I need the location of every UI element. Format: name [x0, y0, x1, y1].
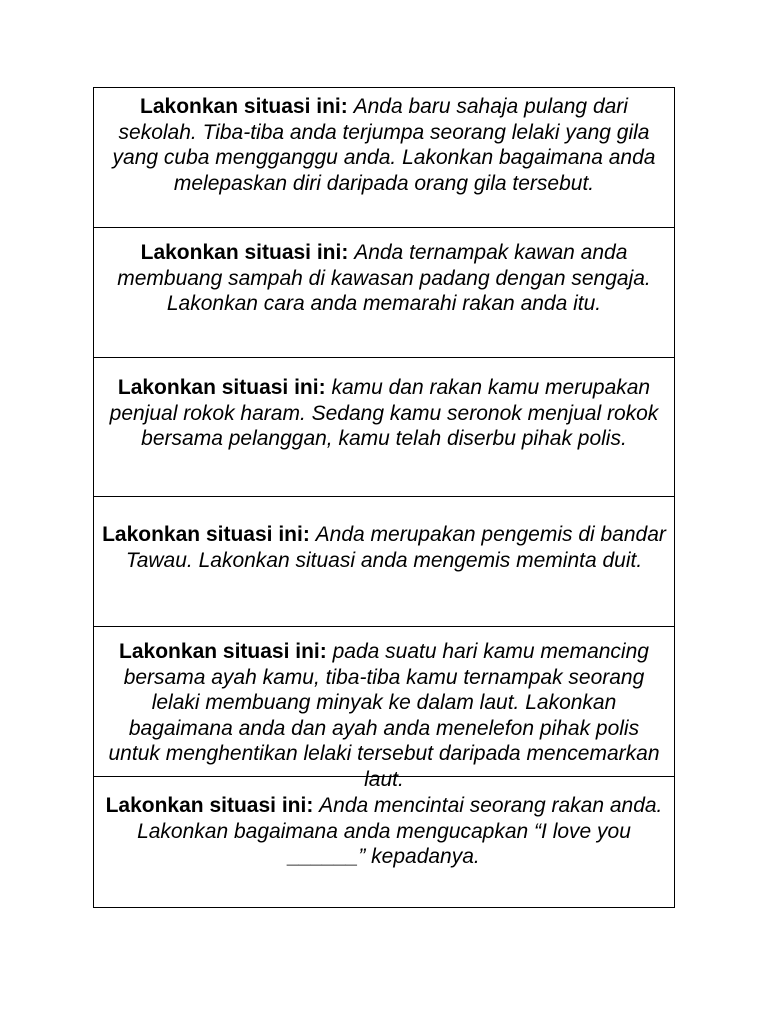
- card-lead: Lakonkan situasi ini:: [140, 241, 349, 264]
- card-paragraph: [102, 522, 666, 573]
- situation-card: [94, 627, 674, 791]
- card-lead: Lakonkan situasi ini:: [119, 640, 327, 663]
- card-paragraph: [102, 240, 666, 317]
- card-lead: Lakonkan situasi ini:: [105, 794, 314, 817]
- card-text: Anda baru sahaja pulang dari sekolah. Tiba-tiba anda terjumpa seorang lelaki yang gila yang cuba mengganggu anda. Lakonkan bagaimana anda melepaskan diri daripada orang gila tersebut.: [112, 95, 656, 195]
- situation-card: [94, 88, 674, 228]
- card-paragraph: [102, 375, 666, 452]
- card-paragraph: [102, 94, 666, 196]
- card-lead: Lakonkan situasi ini:: [117, 376, 326, 399]
- card-paragraph: [102, 639, 666, 792]
- situation-cards-table: [93, 87, 675, 908]
- card-paragraph: [102, 793, 666, 870]
- card-text: Anda mencintai seorang rakan anda. Lakonkan bagaimana anda mengucapkan “I love you ______” kepadanya.: [137, 794, 663, 868]
- card-text: Anda merupakan pengemis di bandar Tawau. Lakonkan situasi anda mengemis meminta duit.: [125, 523, 666, 572]
- card-lead: Lakonkan situasi ini:: [102, 523, 310, 546]
- card-lead: Lakonkan situasi ini:: [140, 95, 348, 118]
- situation-card: [94, 497, 674, 627]
- card-text: Anda ternampak kawan anda membuang sampah di kawasan padang dengan sengaja. Lakonkan cara anda memarahi rakan anda itu.: [117, 241, 651, 315]
- situation-card: [94, 777, 674, 909]
- card-text: kamu dan rakan kamu merupakan penjual rokok haram. Sedang kamu seronok menjual rokok bersama pelanggan, kamu telah diserbu pihak polis.: [109, 376, 659, 450]
- card-text: pada suatu hari kamu memancing bersama ayah kamu, tiba-tiba kamu ternampak seorang lelaki membuang minyak ke dalam laut. Lakonkan bagaimana anda dan ayah anda menelefon pihak polis untuk menghentikan lelaki tersebut daripada mencemarkan laut.: [108, 640, 660, 791]
- situation-card: [94, 358, 674, 497]
- situation-card: [94, 228, 674, 358]
